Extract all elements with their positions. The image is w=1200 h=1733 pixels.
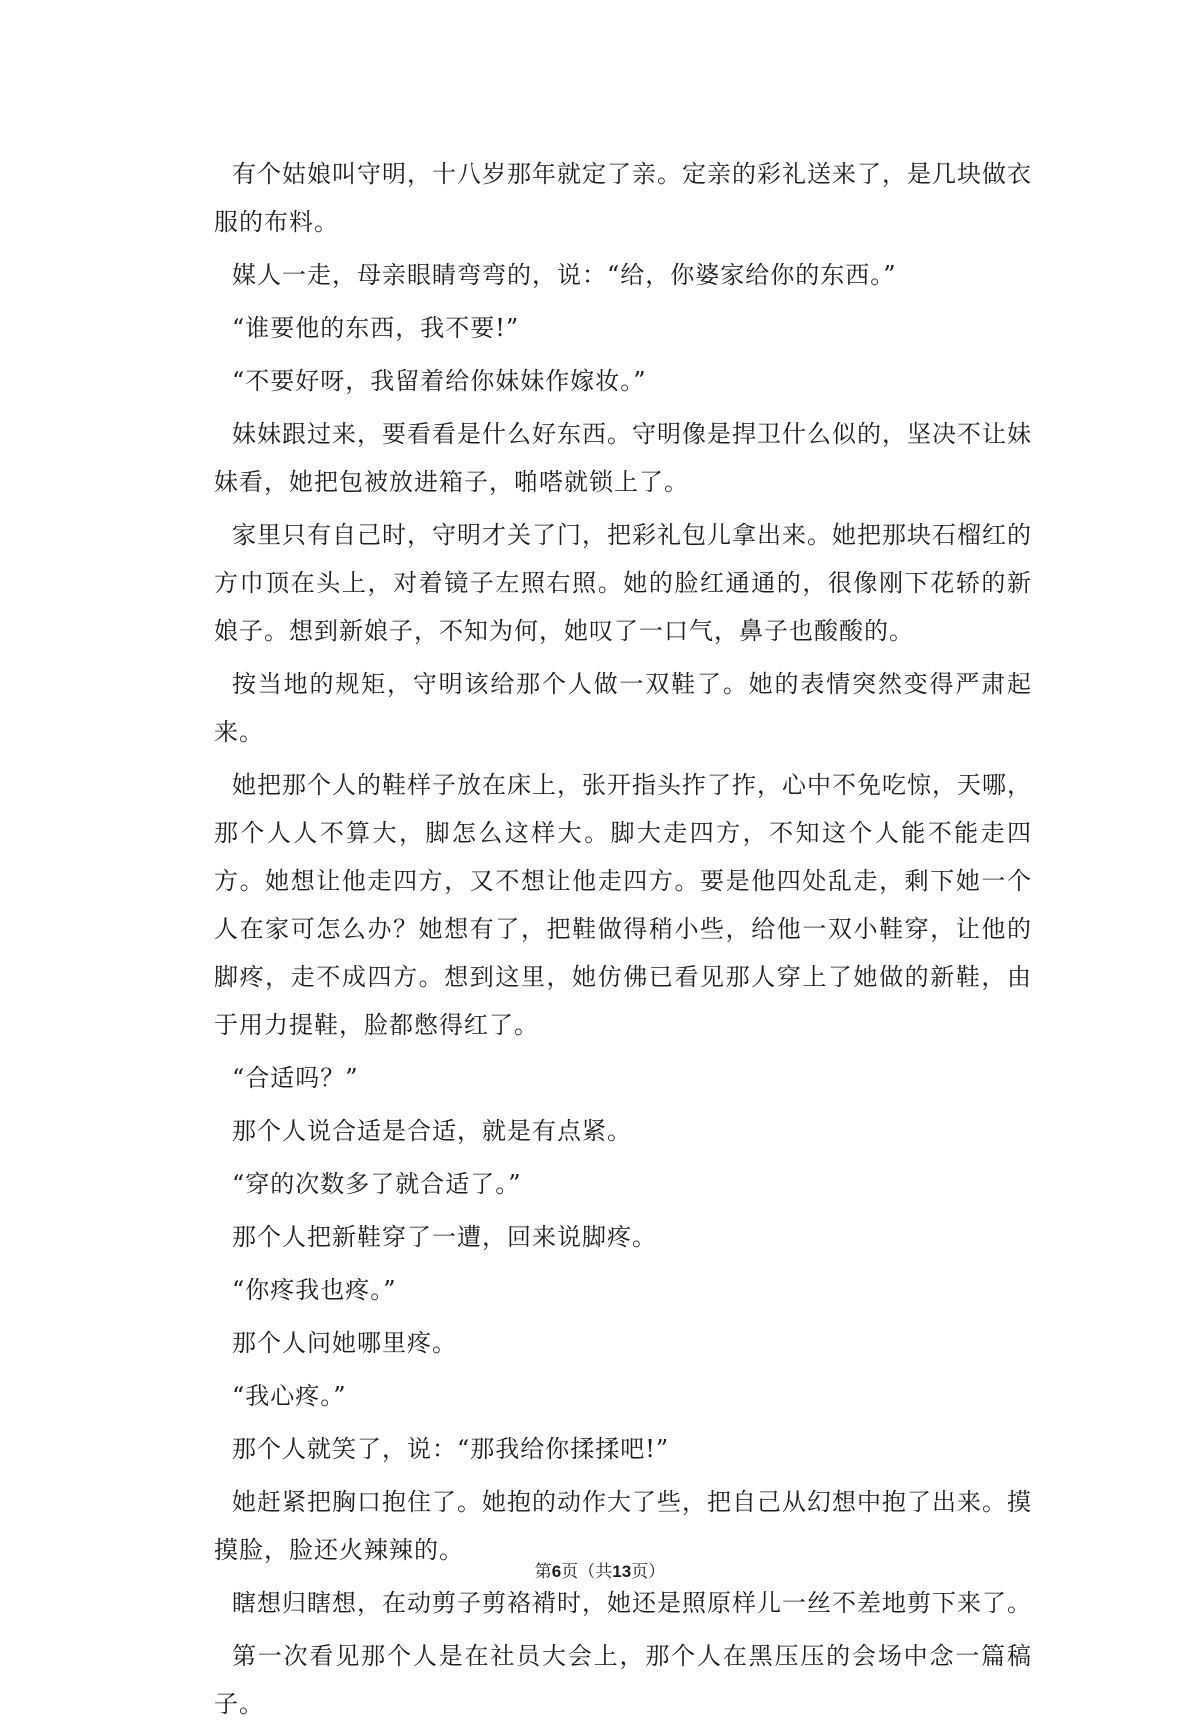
paragraph: 媒人一走，母亲眼睛弯弯的，说：“给，你婆家给你的东西。” xyxy=(232,261,897,289)
footer-suffix: 页） xyxy=(631,1562,666,1582)
body-text xyxy=(214,150,1032,1733)
page-number: 6 xyxy=(551,1562,562,1581)
paragraph: 妹妹跟过来，要看看是什么好东西。守明像是捍卫什么似的，坚决不让妹妹看，她把包被放进箱子，啪嗒就锁上了。 xyxy=(214,420,1032,496)
footer-middle: 页（共 xyxy=(561,1562,613,1582)
paragraph: “不要好呀，我留着给你妹妹作嫁妆。” xyxy=(232,367,647,395)
paragraph: 家里只有自己时，守明才关了门，把彩礼包儿拿出来。她把那块石榴红的方巾顶在头上，对着镜子左照右照。她的脸红通通的，很像刚下花轿的新娘子。想到新娘子，不知为何，她叹了一口气，鼻子也酸酸的。 xyxy=(214,521,1032,645)
paragraph: “你疼我也疼。” xyxy=(232,1276,397,1304)
paragraph: 瞎想归瞎想，在动剪子剪袼褙时，她还是照原样儿一丝不差地剪下来了。 xyxy=(232,1589,1032,1617)
paragraph: “我心疼。” xyxy=(232,1382,347,1410)
page-footer xyxy=(0,1557,1200,1582)
page-total: 13 xyxy=(612,1562,632,1581)
paragraph: 那个人问她哪里疼。 xyxy=(232,1329,457,1357)
paragraph: “谁要他的东西，我不要!” xyxy=(232,314,520,342)
paragraph: 那个人就笑了，说：“那我给你揉揉吧!” xyxy=(232,1435,670,1463)
paragraph: 她把那个人的鞋样子放在床上，张开指头拃了拃，心中不免吃惊，天哪，那个人人不算大，脚怎么这样大。脚大走四方，不知这个人能不能走四方。她想让他走四方，又不想让他走四方。要是他四处乱走，剩下她一个人在家可怎么办？她想有了，把鞋做得稍小些，给他一双小鞋穿，让他的脚疼，走不成四方。想到这里，她仿佛已看见那人穿上了她做的新鞋，由于用力提鞋，脸都憋得红了。 xyxy=(214,771,1032,1039)
paragraph: 她赶紧把胸口抱住了。她抱的动作大了些，把自己从幻想中抱了出来。摸摸脸，脸还火辣辣的。 xyxy=(214,1488,1032,1564)
paragraph: “合适吗？” xyxy=(232,1064,359,1092)
paragraph: 那个人说合适是合适，就是有点紧。 xyxy=(232,1117,632,1145)
paragraph: 那个人把新鞋穿了一遭，回来说脚疼。 xyxy=(232,1223,657,1251)
footer-prefix: 第 xyxy=(534,1562,552,1582)
paragraph: 第一次看见那个人是在社员大会上，那个人在黑压压的会场中念一篇稿子。 xyxy=(214,1642,1032,1718)
paragraph: “穿的次数多了就合适了。” xyxy=(232,1170,522,1198)
paragraph: 有个姑娘叫守明，十八岁那年就定了亲。定亲的彩礼送来了，是几块做衣服的布料。 xyxy=(214,160,1032,236)
paragraph: 按当地的规矩，守明该给那个人做一双鞋了。她的表情突然变得严肃起来。 xyxy=(214,670,1032,746)
